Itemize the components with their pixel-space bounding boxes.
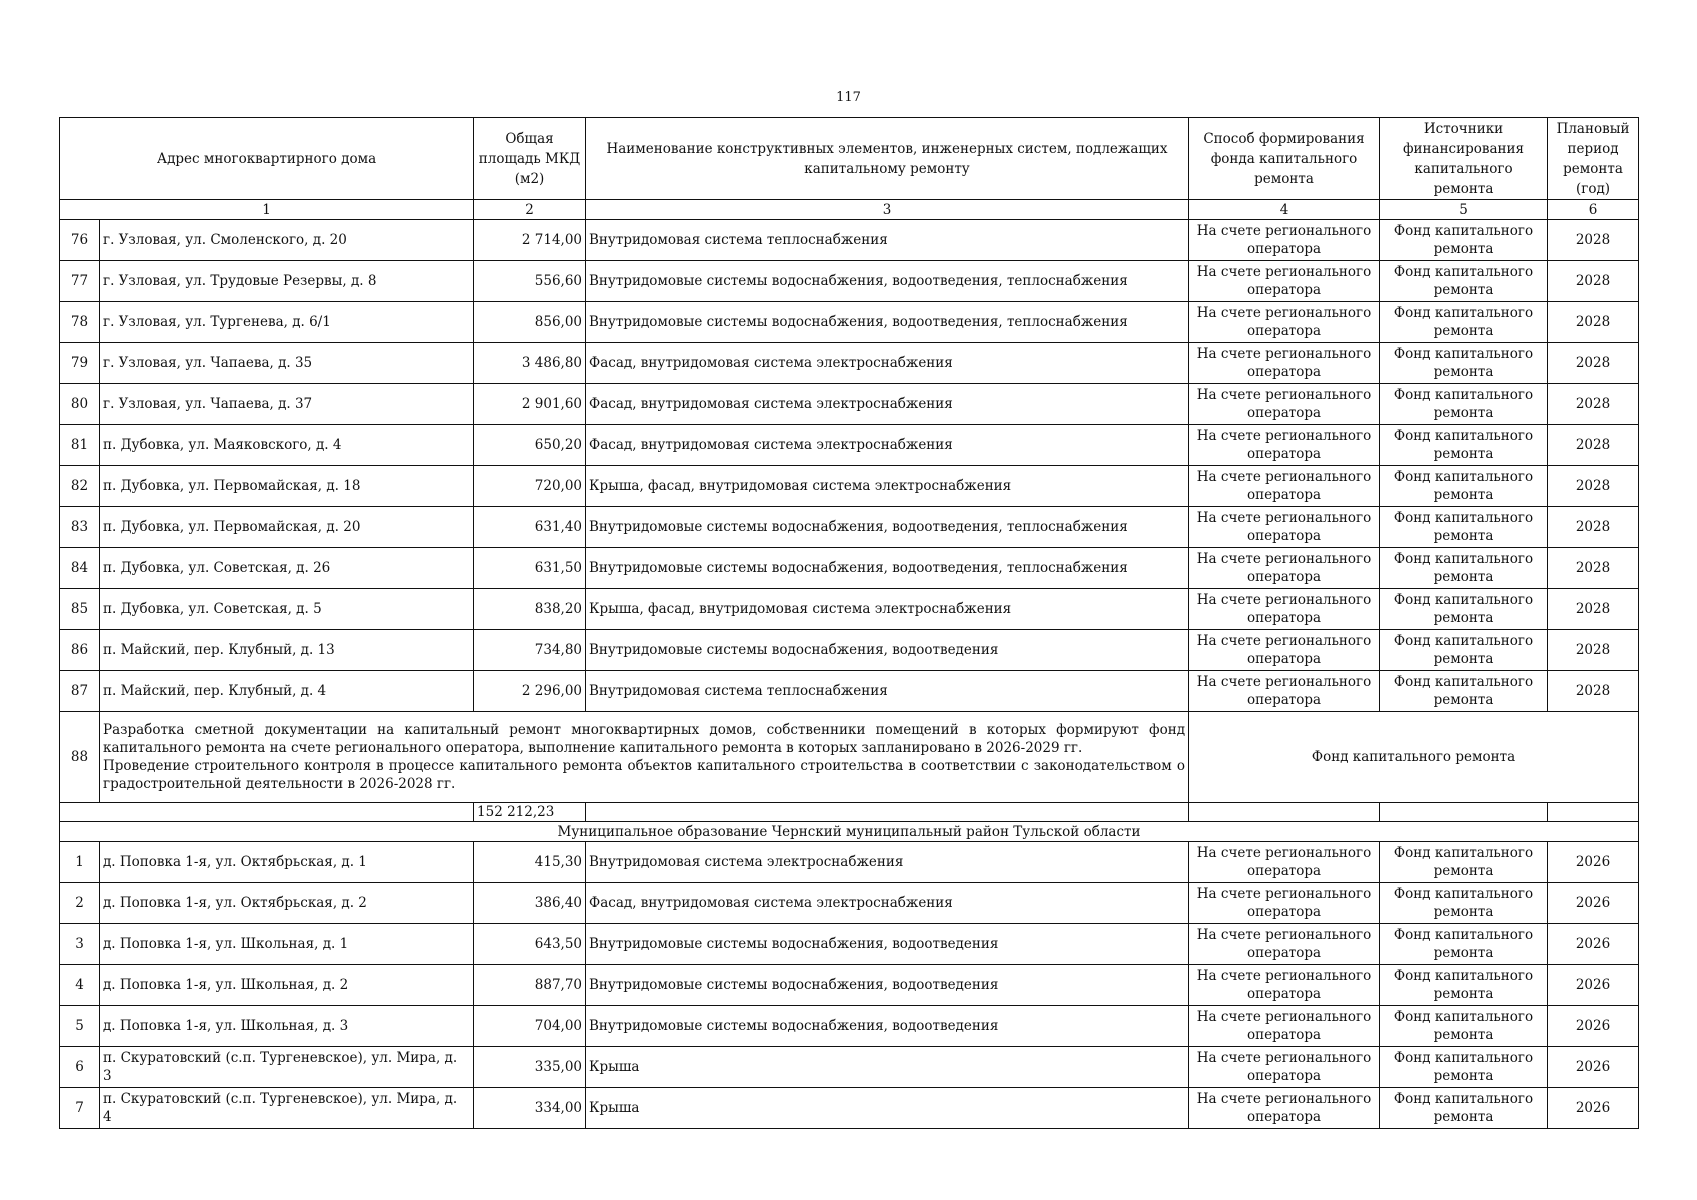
column-number: 4 <box>1189 200 1380 220</box>
row-method: На счете регионального оператора <box>1189 302 1380 343</box>
header-source: Источники финансирования капитального ремонта <box>1380 118 1548 200</box>
row-source: Фонд капитального ремонта <box>1380 589 1548 630</box>
row-number: 82 <box>60 466 100 507</box>
table-row <box>60 343 1639 384</box>
row-elements: Крыша, фасад, внутридомовая система электроснабжения <box>586 589 1189 630</box>
total-row <box>60 803 1639 822</box>
row-elements: Крыша <box>586 1088 1189 1129</box>
table-row-note <box>60 712 1639 803</box>
row-number: 77 <box>60 261 100 302</box>
row-year: 2028 <box>1548 671 1639 712</box>
table-row <box>60 883 1639 924</box>
row-area: 631,40 <box>474 507 586 548</box>
table-row <box>60 220 1639 261</box>
row-address: д. Поповка 1-я, ул. Октябрьская, д. 2 <box>100 883 474 924</box>
column-number: 2 <box>474 200 586 220</box>
row-elements: Фасад, внутридомовая система электроснабжения <box>586 384 1189 425</box>
section-row <box>60 822 1639 842</box>
row-source: Фонд капитального ремонта <box>1380 261 1548 302</box>
table-row <box>60 261 1639 302</box>
table-row <box>60 302 1639 343</box>
note-text-control: Проведение строительного контроля в процессе капитального ремонта объектов капитального строительства в соответствии с законодательством о градостроительной деятельности в 2026-2028 гг. <box>103 758 1186 792</box>
row-number: 6 <box>60 1047 100 1088</box>
row-method: На счете регионального оператора <box>1189 630 1380 671</box>
row-method: На счете регионального оператора <box>1189 924 1380 965</box>
table-row <box>60 1006 1639 1047</box>
row-number: 76 <box>60 220 100 261</box>
row-method: На счете регионального оператора <box>1189 343 1380 384</box>
row-address: п. Майский, пер. Клубный, д. 4 <box>100 671 474 712</box>
row-address: г. Узловая, ул. Чапаева, д. 35 <box>100 343 474 384</box>
table-row <box>60 425 1639 466</box>
row-elements: Внутридомовые системы водоснабжения, водоотведения <box>586 1006 1189 1047</box>
row-method: На счете регионального оператора <box>1189 548 1380 589</box>
row-elements: Внутридомовая система теплоснабжения <box>586 671 1189 712</box>
total-empty-cell <box>1548 803 1639 822</box>
table-row <box>60 630 1639 671</box>
row-method: На счете регионального оператора <box>1189 384 1380 425</box>
row-method: На счете регионального оператора <box>1189 883 1380 924</box>
row-area: 856,00 <box>474 302 586 343</box>
page-number: 117 <box>836 90 861 105</box>
row-number: 87 <box>60 671 100 712</box>
row-area: 838,20 <box>474 589 586 630</box>
header-period: Плановый период ремонта (год) <box>1548 118 1639 200</box>
row-address: п. Дубовка, ул. Советская, д. 26 <box>100 548 474 589</box>
row-area: 335,00 <box>474 1047 586 1088</box>
row-year: 2028 <box>1548 466 1639 507</box>
row-method: На счете регионального оператора <box>1189 261 1380 302</box>
row-year: 2028 <box>1548 384 1639 425</box>
table-row <box>60 589 1639 630</box>
row-year: 2026 <box>1548 1088 1639 1129</box>
row-source: Фонд капитального ремонта <box>1380 507 1548 548</box>
row-elements: Фасад, внутридомовая система электроснабжения <box>586 425 1189 466</box>
row-year: 2026 <box>1548 1006 1639 1047</box>
table-row <box>60 671 1639 712</box>
row-method: На счете регионального оператора <box>1189 507 1380 548</box>
row-elements: Внутридомовая система теплоснабжения <box>586 220 1189 261</box>
row-number: 83 <box>60 507 100 548</box>
row-address: д. Поповка 1-я, ул. Школьная, д. 2 <box>100 965 474 1006</box>
row-year: 2028 <box>1548 302 1639 343</box>
row-area: 3 486,80 <box>474 343 586 384</box>
row-method: На счете регионального оператора <box>1189 842 1380 883</box>
row-number: 84 <box>60 548 100 589</box>
section-title: Муниципальное образование Чернский муниципальный район Тульской области <box>60 822 1639 842</box>
row-method: На счете регионального оператора <box>1189 425 1380 466</box>
note-source: Фонд капитального ремонта <box>1189 712 1639 803</box>
table-row <box>60 384 1639 425</box>
row-source: Фонд капитального ремонта <box>1380 1088 1548 1129</box>
row-address: п. Дубовка, ул. Советская, д. 5 <box>100 589 474 630</box>
row-source: Фонд капитального ремонта <box>1380 466 1548 507</box>
total-label-cell <box>60 803 474 822</box>
row-area: 704,00 <box>474 1006 586 1047</box>
row-area: 2 901,60 <box>474 384 586 425</box>
row-number: 2 <box>60 883 100 924</box>
row-address: п. Дубовка, ул. Первомайская, д. 18 <box>100 466 474 507</box>
row-number: 88 <box>60 712 100 803</box>
column-number: 5 <box>1380 200 1548 220</box>
row-elements: Внутридомовые системы водоснабжения, водоотведения <box>586 965 1189 1006</box>
column-number: 6 <box>1548 200 1639 220</box>
row-year: 2026 <box>1548 842 1639 883</box>
row-address: д. Поповка 1-я, ул. Школьная, д. 1 <box>100 924 474 965</box>
row-area: 556,60 <box>474 261 586 302</box>
row-source: Фонд капитального ремонта <box>1380 671 1548 712</box>
row-number: 79 <box>60 343 100 384</box>
row-year: 2028 <box>1548 425 1639 466</box>
row-source: Фонд капитального ремонта <box>1380 842 1548 883</box>
row-area: 887,70 <box>474 965 586 1006</box>
row-address: г. Узловая, ул. Чапаева, д. 37 <box>100 384 474 425</box>
row-source: Фонд капитального ремонта <box>1380 965 1548 1006</box>
row-source: Фонд капитального ремонта <box>1380 630 1548 671</box>
row-number: 5 <box>60 1006 100 1047</box>
row-elements: Внутридомовая система электроснабжения <box>586 842 1189 883</box>
row-year: 2028 <box>1548 220 1639 261</box>
row-year: 2026 <box>1548 965 1639 1006</box>
table-row <box>60 466 1639 507</box>
row-elements: Внутридомовые системы водоснабжения, водоотведения, теплоснабжения <box>586 302 1189 343</box>
row-area: 2 296,00 <box>474 671 586 712</box>
row-year: 2028 <box>1548 630 1639 671</box>
row-method: На счете регионального оператора <box>1189 466 1380 507</box>
row-number: 3 <box>60 924 100 965</box>
row-address: п. Скуратовский (с.п. Тургеневское), ул. Мира, д. 3 <box>100 1047 474 1088</box>
header-area: Общая площадь МКД (м2) <box>474 118 586 200</box>
row-year: 2028 <box>1548 261 1639 302</box>
total-empty-cell <box>1380 803 1548 822</box>
row-number: 81 <box>60 425 100 466</box>
row-elements: Фасад, внутридомовая система электроснабжения <box>586 343 1189 384</box>
note-text-design: Разработка сметной документации на капитальный ремонт многоквартирных домов, собственники помещений в которых формируют фонд капитального ремонта на счете регионального оператора, выполнение капитального ремонта в которых запланировано в 2026-2029 гг. <box>103 722 1186 756</box>
row-year: 2028 <box>1548 507 1639 548</box>
row-elements: Внутридомовые системы водоснабжения, водоотведения <box>586 630 1189 671</box>
row-elements: Фасад, внутридомовая система электроснабжения <box>586 883 1189 924</box>
row-source: Фонд капитального ремонта <box>1380 384 1548 425</box>
row-method: На счете регионального оператора <box>1189 965 1380 1006</box>
row-year: 2026 <box>1548 883 1639 924</box>
column-number: 3 <box>586 200 1189 220</box>
row-method: На счете регионального оператора <box>1189 1047 1380 1088</box>
row-number: 86 <box>60 630 100 671</box>
table-row <box>60 1088 1639 1129</box>
table-row <box>60 507 1639 548</box>
row-number: 80 <box>60 384 100 425</box>
table-header-row <box>60 118 1639 200</box>
header-method: Способ формирования фонда капитального ремонта <box>1189 118 1380 200</box>
row-address: д. Поповка 1-я, ул. Октябрьская, д. 1 <box>100 842 474 883</box>
row-year: 2026 <box>1548 1047 1639 1088</box>
row-elements: Крыша <box>586 1047 1189 1088</box>
row-area: 734,80 <box>474 630 586 671</box>
row-area: 2 714,00 <box>474 220 586 261</box>
header-address: Адрес многоквартирного дома <box>60 118 474 200</box>
row-source: Фонд капитального ремонта <box>1380 548 1548 589</box>
row-method: На счете регионального оператора <box>1189 220 1380 261</box>
row-address: г. Узловая, ул. Трудовые Резервы, д. 8 <box>100 261 474 302</box>
table-row <box>60 924 1639 965</box>
header-elements: Наименование конструктивных элементов, инженерных систем, подлежащих капитальному ремонту <box>586 118 1189 200</box>
table-row <box>60 1047 1639 1088</box>
row-address: г. Узловая, ул. Тургенева, д. 6/1 <box>100 302 474 343</box>
capital-repair-table <box>59 117 1639 1129</box>
row-address: п. Майский, пер. Клубный, д. 13 <box>100 630 474 671</box>
row-number: 1 <box>60 842 100 883</box>
row-year: 2028 <box>1548 343 1639 384</box>
row-method: На счете регионального оператора <box>1189 589 1380 630</box>
total-empty-cell <box>586 803 1189 822</box>
row-source: Фонд капитального ремонта <box>1380 1047 1548 1088</box>
row-number: 78 <box>60 302 100 343</box>
row-address: п. Дубовка, ул. Маяковского, д. 4 <box>100 425 474 466</box>
row-source: Фонд капитального ремонта <box>1380 425 1548 466</box>
row-year: 2028 <box>1548 589 1639 630</box>
row-source: Фонд капитального ремонта <box>1380 1006 1548 1047</box>
table-row <box>60 548 1639 589</box>
row-number: 85 <box>60 589 100 630</box>
row-source: Фонд капитального ремонта <box>1380 883 1548 924</box>
row-year: 2028 <box>1548 548 1639 589</box>
row-elements: Внутридомовые системы водоснабжения, водоотведения, теплоснабжения <box>586 261 1189 302</box>
row-address: п. Скуратовский (с.п. Тургеневское), ул. Мира, д. 4 <box>100 1088 474 1129</box>
row-source: Фонд капитального ремонта <box>1380 302 1548 343</box>
row-area: 650,20 <box>474 425 586 466</box>
row-area: 415,30 <box>474 842 586 883</box>
row-area: 720,00 <box>474 466 586 507</box>
row-area: 386,40 <box>474 883 586 924</box>
total-area: 152 212,23 <box>474 803 586 822</box>
row-address: п. Дубовка, ул. Первомайская, д. 20 <box>100 507 474 548</box>
total-empty-cell <box>1189 803 1380 822</box>
row-address: г. Узловая, ул. Смоленского, д. 20 <box>100 220 474 261</box>
row-area: 334,00 <box>474 1088 586 1129</box>
row-number: 4 <box>60 965 100 1006</box>
row-area: 643,50 <box>474 924 586 965</box>
note-text-cell <box>100 712 1189 803</box>
row-method: На счете регионального оператора <box>1189 1088 1380 1129</box>
row-source: Фонд капитального ремонта <box>1380 343 1548 384</box>
row-elements: Внутридомовые системы водоснабжения, водоотведения <box>586 924 1189 965</box>
column-number: 1 <box>60 200 474 220</box>
row-elements: Крыша, фасад, внутридомовая система электроснабжения <box>586 466 1189 507</box>
row-address: д. Поповка 1-я, ул. Школьная, д. 3 <box>100 1006 474 1047</box>
row-number: 7 <box>60 1088 100 1129</box>
row-source: Фонд капитального ремонта <box>1380 220 1548 261</box>
row-method: На счете регионального оператора <box>1189 671 1380 712</box>
table-row <box>60 965 1639 1006</box>
row-elements: Внутридомовые системы водоснабжения, водоотведения, теплоснабжения <box>586 507 1189 548</box>
row-method: На счете регионального оператора <box>1189 1006 1380 1047</box>
row-source: Фонд капитального ремонта <box>1380 924 1548 965</box>
row-elements: Внутридомовые системы водоснабжения, водоотведения, теплоснабжения <box>586 548 1189 589</box>
row-area: 631,50 <box>474 548 586 589</box>
table-row <box>60 842 1639 883</box>
row-year: 2026 <box>1548 924 1639 965</box>
column-numbers-row <box>60 200 1639 220</box>
